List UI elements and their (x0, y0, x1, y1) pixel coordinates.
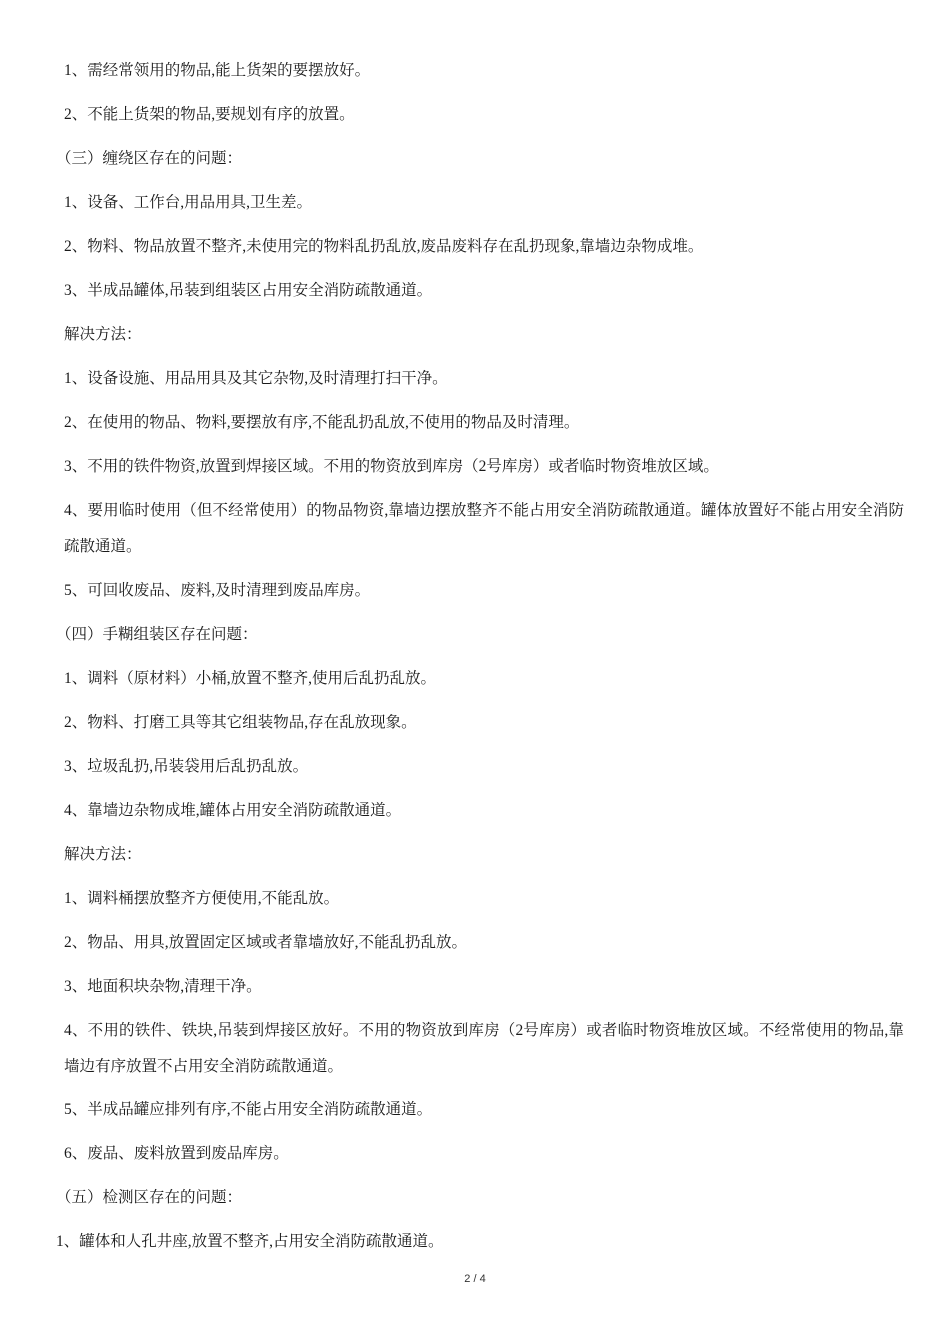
section-heading: （四）手糊组装区存在问题： (56, 626, 258, 643)
section-heading: （三）缠绕区存在的问题： (56, 150, 243, 167)
solution-item: 3、不用的铁件物资,放置到焊接区域。不用的物资放到库房（2号库房）或者临时物资堆放区域。 (64, 458, 719, 475)
solution-item: 2、在使用的物品、物料,要摆放有序,不能乱扔乱放,不使用的物品及时清理。 (64, 414, 580, 431)
solution-item: 5、半成品罐应排列有序,不能占用安全消防疏散通道。 (64, 1101, 433, 1118)
section-heading: （五）检测区存在的问题： (56, 1189, 243, 1206)
solution-item: 2、不能上货架的物品,要规划有序的放置。 (64, 106, 355, 123)
problem-item: 3、半成品罐体,吊装到组装区占用安全消防疏散通道。 (64, 282, 433, 299)
problem-item: 1、调料（原材料）小桶,放置不整齐,使用后乱扔乱放。 (64, 670, 437, 687)
solutions-label: 解决方法： (64, 846, 142, 863)
solutions-label: 解决方法： (64, 326, 142, 343)
problem-item: 2、物料、物品放置不整齐,未使用完的物料乱扔乱放,废品废料存在乱扔现象,靠墙边杂物成堆。 (64, 238, 704, 255)
solution-item: 1、需经常领用的物品,能上货架的要摆放好。 (64, 62, 371, 79)
problem-item: 1、罐体和人孔井座,放置不整齐,占用安全消防疏散通道。 (56, 1233, 444, 1250)
solution-item: 5、可回收废品、废料,及时清理到废品库房。 (64, 582, 371, 599)
solution-item: 3、地面积块杂物,清理干净。 (64, 978, 262, 995)
problem-item: 3、垃圾乱扔,吊装袋用后乱扔乱放。 (64, 758, 309, 775)
problem-item: 4、靠墙边杂物成堆,罐体占用安全消防疏散通道。 (64, 802, 402, 819)
solution-item: 6、废品、废料放置到废品库房。 (64, 1145, 289, 1162)
solution-item: 1、调料桶摆放整齐方便使用,不能乱放。 (64, 890, 340, 907)
solution-item: 2、物品、用具,放置固定区域或者靠墙放好,不能乱扔乱放。 (64, 934, 468, 951)
page-number: 2 / 4 (464, 1273, 486, 1285)
solution-item: 4、要用临时使用（但不经常使用）的物品物资,靠墙边摆放整齐不能占用安全消防疏散通道。罐体放置好不能占用安全消防疏散通道。 (64, 502, 904, 555)
solution-item: 1、设备设施、用品用具及其它杂物,及时清理打扫干净。 (64, 370, 448, 387)
problem-item: 1、设备、工作台,用品用具,卫生差。 (64, 194, 313, 211)
problem-item: 2、物料、打磨工具等其它组装物品,存在乱放现象。 (64, 714, 417, 731)
solution-item: 4、不用的铁件、铁块,吊装到焊接区放好。不用的物资放到库房（2号库房）或者临时物资堆放区域。不经常使用的物品,靠墙边有序放置不占用安全消防疏散通道。 (64, 1022, 904, 1075)
